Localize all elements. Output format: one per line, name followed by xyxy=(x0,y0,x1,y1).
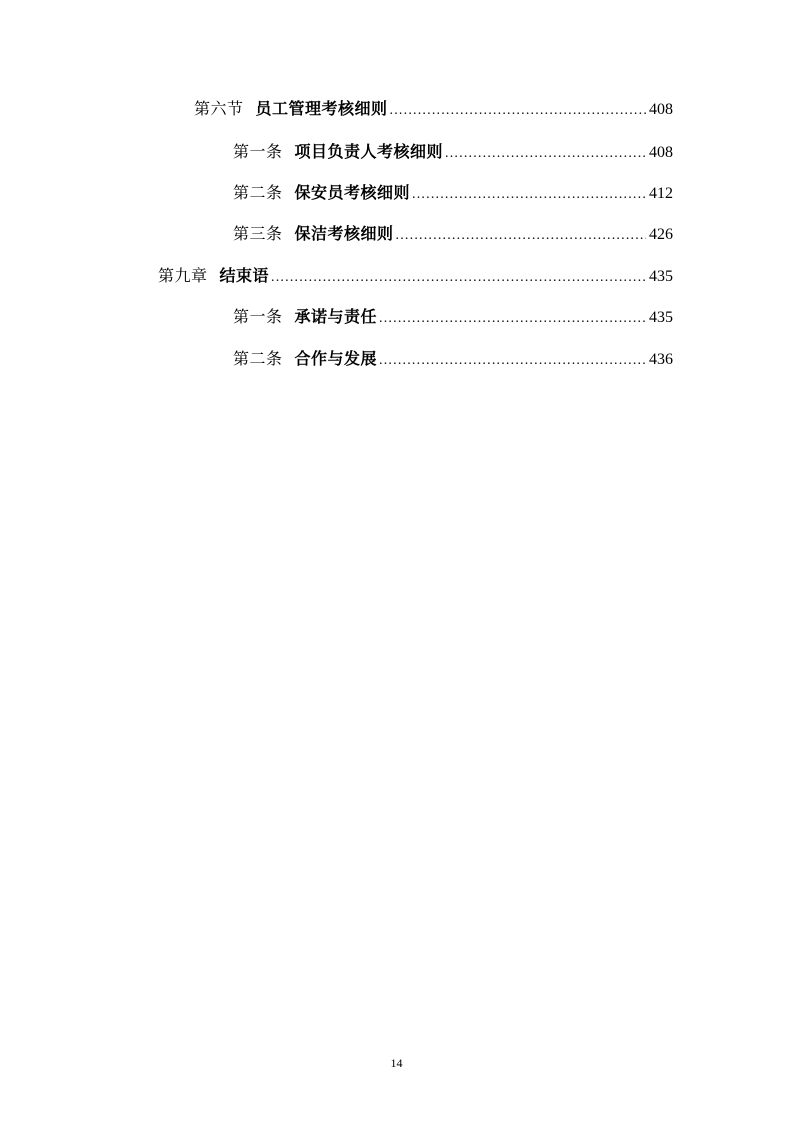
toc-entry[interactable] xyxy=(233,141,673,163)
toc-entry[interactable] xyxy=(233,223,673,245)
toc-entry[interactable] xyxy=(233,182,673,204)
toc-entry[interactable] xyxy=(233,348,673,370)
toc-entry-label: 第一条 xyxy=(233,142,283,161)
toc-entry-title: 结束语 xyxy=(219,266,270,285)
toc-entry-title: 员工管理考核细则 xyxy=(255,99,388,118)
toc-entry-title: 保安员考核细则 xyxy=(294,183,411,202)
toc-entry-title: 合作与发展 xyxy=(294,349,378,368)
toc-entry[interactable] xyxy=(194,98,673,120)
toc-entry-title: 项目负责人考核细则 xyxy=(294,142,444,161)
toc-entry-page: 412 xyxy=(649,185,673,202)
dot-leader xyxy=(379,308,646,330)
toc-entry-page: 436 xyxy=(649,351,673,368)
dot-leader xyxy=(412,184,646,206)
toc-entry-label: 第六节 xyxy=(194,99,244,118)
toc-entry-page: 408 xyxy=(649,101,673,118)
dot-leader xyxy=(271,267,646,289)
toc-entry-label: 第二条 xyxy=(233,183,283,202)
toc-entry-page: 408 xyxy=(649,144,673,161)
dot-leader xyxy=(396,225,646,247)
dot-leader xyxy=(445,143,646,165)
toc-entry-label: 第三条 xyxy=(233,224,283,243)
toc-entry[interactable] xyxy=(158,265,673,287)
toc-entry[interactable] xyxy=(233,306,673,328)
page-number: 14 xyxy=(390,1056,403,1070)
toc-entry-title: 保洁考核细则 xyxy=(294,224,394,243)
dot-leader xyxy=(390,100,646,122)
toc-entry-title: 承诺与责任 xyxy=(294,307,378,326)
toc-entry-label: 第二条 xyxy=(233,349,283,368)
toc-entry-label: 第九章 xyxy=(158,266,208,285)
toc-entry-page: 435 xyxy=(649,268,673,285)
toc-entry-page: 435 xyxy=(649,309,673,326)
dot-leader xyxy=(379,350,646,372)
toc-entry-page: 426 xyxy=(649,226,673,243)
toc-entry-label: 第一条 xyxy=(233,307,283,326)
